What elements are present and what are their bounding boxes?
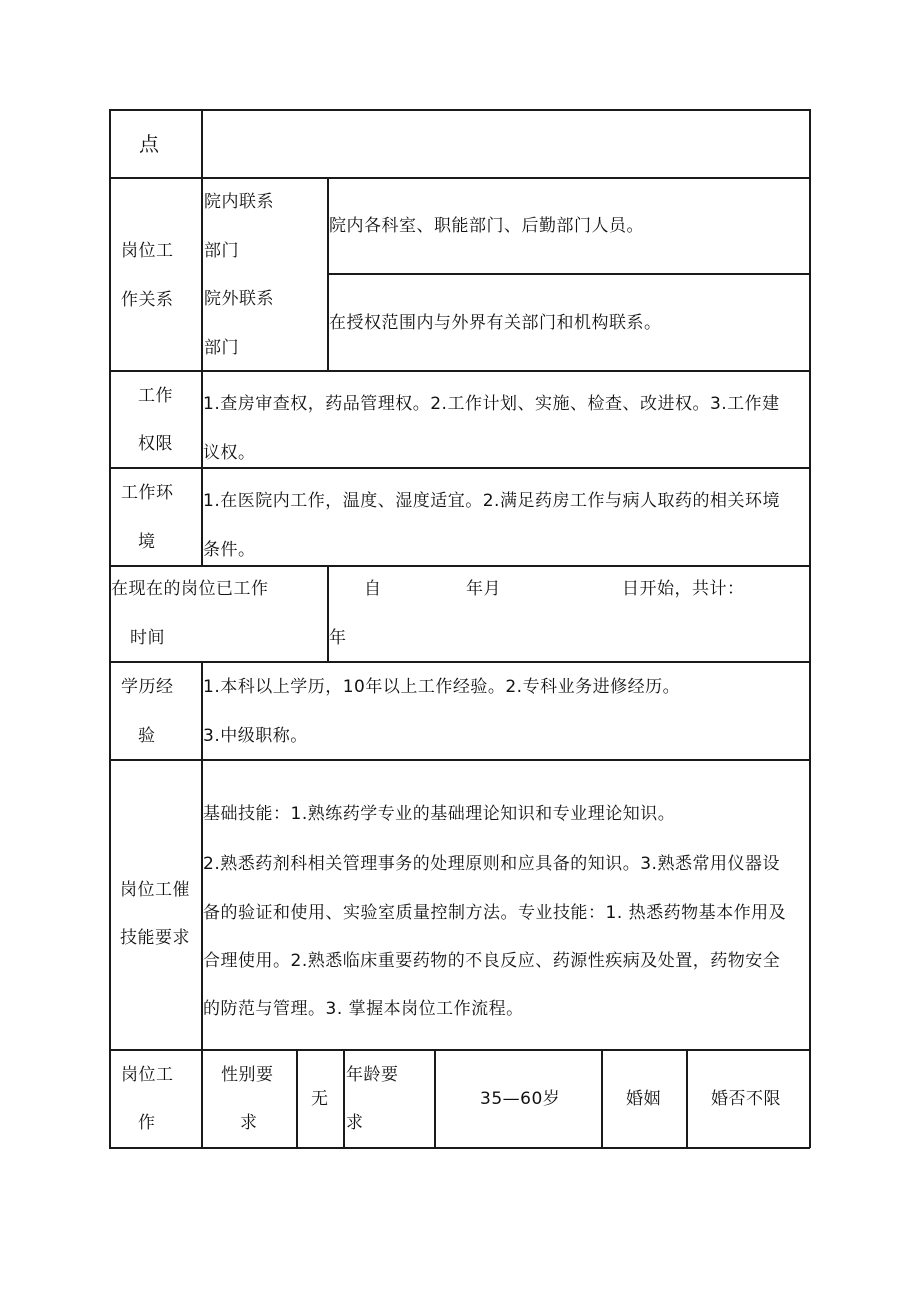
skills-text-line: 合理使用。2.熟悉临床重要药物的不良反应、药源性疾病及处置，药物安全 xyxy=(203,951,781,971)
row-divider xyxy=(109,370,810,372)
education-label-line1: 学历经 xyxy=(121,677,174,697)
row-divider xyxy=(109,759,810,761)
column-divider xyxy=(327,177,329,371)
internal-contact-value: 院内各科室、职能部门、后勤部门人员。 xyxy=(329,216,644,236)
external-contact-value: 在授权范围内与外界有关部门和机构联系。 xyxy=(329,313,662,333)
skills-text-line: 2.熟悉药剂科相关管理事务的处理原则和应具备的知识。3.熟悉常用仪器设 xyxy=(203,854,780,874)
requirements-label-line2: 作 xyxy=(138,1113,156,1133)
table-border-right xyxy=(809,109,811,1148)
table-border-bottom xyxy=(109,1147,810,1149)
column-divider xyxy=(686,1049,688,1148)
column-divider xyxy=(601,1049,603,1148)
table-border-left xyxy=(109,109,111,1148)
age-value: 35—60岁 xyxy=(480,1089,561,1109)
row-divider xyxy=(109,565,810,567)
row-divider xyxy=(109,177,810,179)
authority-label-line2: 权限 xyxy=(138,434,173,454)
education-text-line1: 1.本科以上学历，10年以上工作经验。2.专科业务进修经历。 xyxy=(203,677,681,697)
skills-text-line: 的防范与管理。3. 掌握本岗位工作流程。 xyxy=(203,999,524,1019)
skills-text-line: 备的验证和使用、实验室质量控制方法。专业技能：1. 热悉药物基本作用及 xyxy=(203,903,787,923)
internal-contact-label-line2: 部门 xyxy=(204,241,239,261)
education-label-line2: 验 xyxy=(138,726,156,746)
age-label-line2: 求 xyxy=(346,1113,364,1133)
tenure-from: 自 xyxy=(364,579,382,599)
environment-label-line2: 境 xyxy=(138,532,156,552)
skills-label-line2: 技能要求 xyxy=(120,928,190,948)
tenure-label-line1: 在现在的岗位已工作 xyxy=(111,579,269,599)
environment-text-line1: 1.在医院内工作，温度、湿度适宜。2.满足药房工作与病人取药的相关环境 xyxy=(203,491,780,511)
skills-text-line: 基础技能：1.熟练药学专业的基础理论知识和专业理论知识。 xyxy=(203,804,676,824)
row-divider xyxy=(327,273,810,275)
authority-label-line1: 工作 xyxy=(138,386,173,406)
requirements-label-line1: 岗位工 xyxy=(121,1065,174,1085)
environment-label-line1: 工作环 xyxy=(121,483,174,503)
authority-text-line2: 议权。 xyxy=(203,443,256,463)
row-divider xyxy=(109,661,810,663)
column-divider xyxy=(434,1049,436,1148)
relations-label-line1: 岗位工 xyxy=(121,241,174,261)
gender-value: 无 xyxy=(311,1089,329,1109)
tenure-label-line2: 时间 xyxy=(130,628,165,648)
row-divider xyxy=(109,467,810,469)
tenure-year-month: 年月 xyxy=(466,579,501,599)
column-divider xyxy=(343,1049,345,1148)
internal-contact-label-line1: 院内联系 xyxy=(204,192,274,212)
skills-label-line1: 岗位工催 xyxy=(120,880,190,900)
row1-label: 点 xyxy=(139,132,160,156)
relations-label-line2: 作关系 xyxy=(121,290,174,310)
tenure-start-total: 日开始，共计： xyxy=(622,579,745,599)
column-divider xyxy=(296,1049,298,1148)
environment-text-line2: 条件。 xyxy=(203,540,256,560)
marriage-label: 婚姻 xyxy=(626,1089,661,1109)
row-divider xyxy=(109,1049,810,1051)
gender-label-line2: 求 xyxy=(240,1113,258,1133)
education-text-line2: 3.中级职称。 xyxy=(203,726,308,746)
external-contact-label-line2: 部门 xyxy=(204,338,239,358)
age-label-line1: 年龄要 xyxy=(346,1065,399,1085)
tenure-years: 年 xyxy=(329,628,347,648)
marriage-value: 婚否不限 xyxy=(711,1089,781,1109)
external-contact-label-line1: 院外联系 xyxy=(204,289,274,309)
table-border-top xyxy=(109,109,810,111)
authority-text-line1: 1.查房审查权，药品管理权。2.工作计划、实施、检查、改进权。3.工作建 xyxy=(203,394,780,414)
gender-label-line1: 性别要 xyxy=(221,1065,274,1085)
